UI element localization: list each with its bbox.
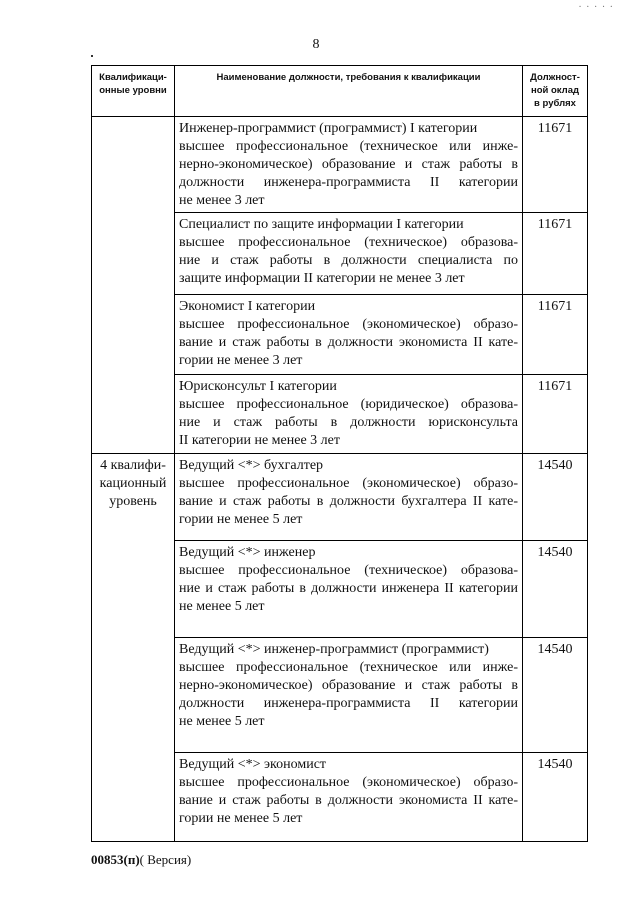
- requirement-line: ние и стаж работы в должности специалиста по: [179, 253, 518, 268]
- requirement-line: высшее профессиональное (экономическое) образо-: [179, 775, 518, 790]
- footer: [91, 852, 191, 868]
- salary-value: 11671: [523, 213, 588, 295]
- position-description: [175, 295, 523, 375]
- header-salary-2: ной оклад: [530, 85, 580, 96]
- position-title: Специалист по защите информации I категории: [179, 217, 464, 232]
- requirement-line: вание и стаж работы в должности бухгалтера II кате-: [179, 494, 518, 509]
- header-qualification-levels: [92, 66, 175, 117]
- position-description: [175, 454, 523, 541]
- position-description: [175, 541, 523, 638]
- requirement-line: высшее профессиональное (экономическое) образо-: [179, 476, 518, 491]
- requirement-line: нерно-экономическое) образование и стаж работы в: [179, 157, 518, 172]
- document-version: ( Версия): [139, 852, 192, 867]
- requirement-line: вание и стаж работы в должности экономиста II кате-: [179, 793, 518, 808]
- qualification-level-cell: [92, 454, 175, 842]
- header-salary-3: в рублях: [534, 98, 576, 109]
- requirement-line: гории не менее 3 лет: [179, 353, 303, 368]
- header-salary-1: Должност-: [530, 72, 580, 83]
- salary-value: 14540: [523, 454, 588, 541]
- header-salary: [523, 66, 588, 117]
- position-title: Экономист I категории: [179, 299, 316, 314]
- header-qualification-levels-2: онные уровни: [99, 85, 167, 96]
- qualification-level-text: кационный: [99, 476, 167, 491]
- requirement-line: высшее профессиональное (техническое или инже-: [179, 660, 518, 675]
- table-row: [92, 454, 588, 541]
- requirement-line: гории не менее 5 лет: [179, 811, 303, 826]
- salary-value: 11671: [523, 375, 588, 454]
- position-title: Юрисконсульт I категории: [179, 379, 337, 394]
- table-header-row: [92, 66, 588, 117]
- requirement-line: защите информации II категории не менее 3 лет: [179, 271, 465, 286]
- position-title: Ведущий <*> инженер: [179, 545, 316, 560]
- requirement-line: не менее 3 лет: [179, 193, 265, 208]
- requirement-line: II категории не менее 3 лет: [179, 433, 340, 448]
- position-description: [175, 117, 523, 213]
- requirement-line: высшее профессиональное (экономическое) образо-: [179, 317, 518, 332]
- qualification-level-cell: [92, 117, 175, 454]
- requirement-line: не менее 5 лет: [179, 714, 265, 729]
- position-description: [175, 375, 523, 454]
- requirement-line: гории не менее 5 лет: [179, 512, 303, 527]
- salary-value: 14540: [523, 638, 588, 753]
- corner-mark: · · · · ·: [578, 2, 614, 13]
- salary-value: 14540: [523, 753, 588, 842]
- requirement-line: вание и стаж работы в должности экономиста II кате-: [179, 335, 518, 350]
- requirement-line: высшее профессиональное (юридическое) образова-: [179, 397, 518, 412]
- position-title: Ведущий <*> инженер-программист (программист): [179, 642, 489, 657]
- salary-value: 11671: [523, 295, 588, 375]
- header-position-name: Наименование должности, требования к квалификации: [175, 66, 523, 117]
- position-title: Ведущий <*> бухгалтер: [179, 458, 324, 473]
- requirement-line: ние и стаж работы в должности юрисконсульта: [179, 415, 518, 430]
- requirement-line: нерно-экономическое) образование и стаж работы в: [179, 678, 518, 693]
- margin-dot: [91, 55, 93, 57]
- requirement-line: высшее профессиональное (техническое) образова-: [179, 563, 518, 578]
- requirement-line: должности инженера-программиста II категории: [179, 696, 518, 711]
- qualification-level-text: 4 квалифи-: [100, 458, 166, 473]
- position-description: [175, 638, 523, 753]
- table-row: [92, 117, 588, 213]
- requirement-line: ние и стаж работы в должности инженера II категории: [179, 581, 518, 596]
- header-qualification-levels-1: Квалификаци-: [99, 72, 167, 83]
- salary-value: 11671: [523, 117, 588, 213]
- requirement-line: должности инженера-программиста II категории: [179, 175, 518, 190]
- requirement-line: высшее профессиональное (техническое или инже-: [179, 139, 518, 154]
- document-code: 00853(п): [91, 852, 140, 867]
- qualification-table: [91, 65, 588, 842]
- position-title: Инженер-программист (программист) I категории: [179, 121, 478, 136]
- requirement-line: высшее профессиональное (техническое) образова-: [179, 235, 518, 250]
- salary-value: 14540: [523, 541, 588, 638]
- position-title: Ведущий <*> экономист: [179, 757, 327, 772]
- position-description: [175, 213, 523, 295]
- page-number: 8: [312, 37, 320, 52]
- requirement-line: не менее 5 лет: [179, 599, 265, 614]
- qualification-level-text: уровень: [109, 494, 157, 509]
- position-description: [175, 753, 523, 842]
